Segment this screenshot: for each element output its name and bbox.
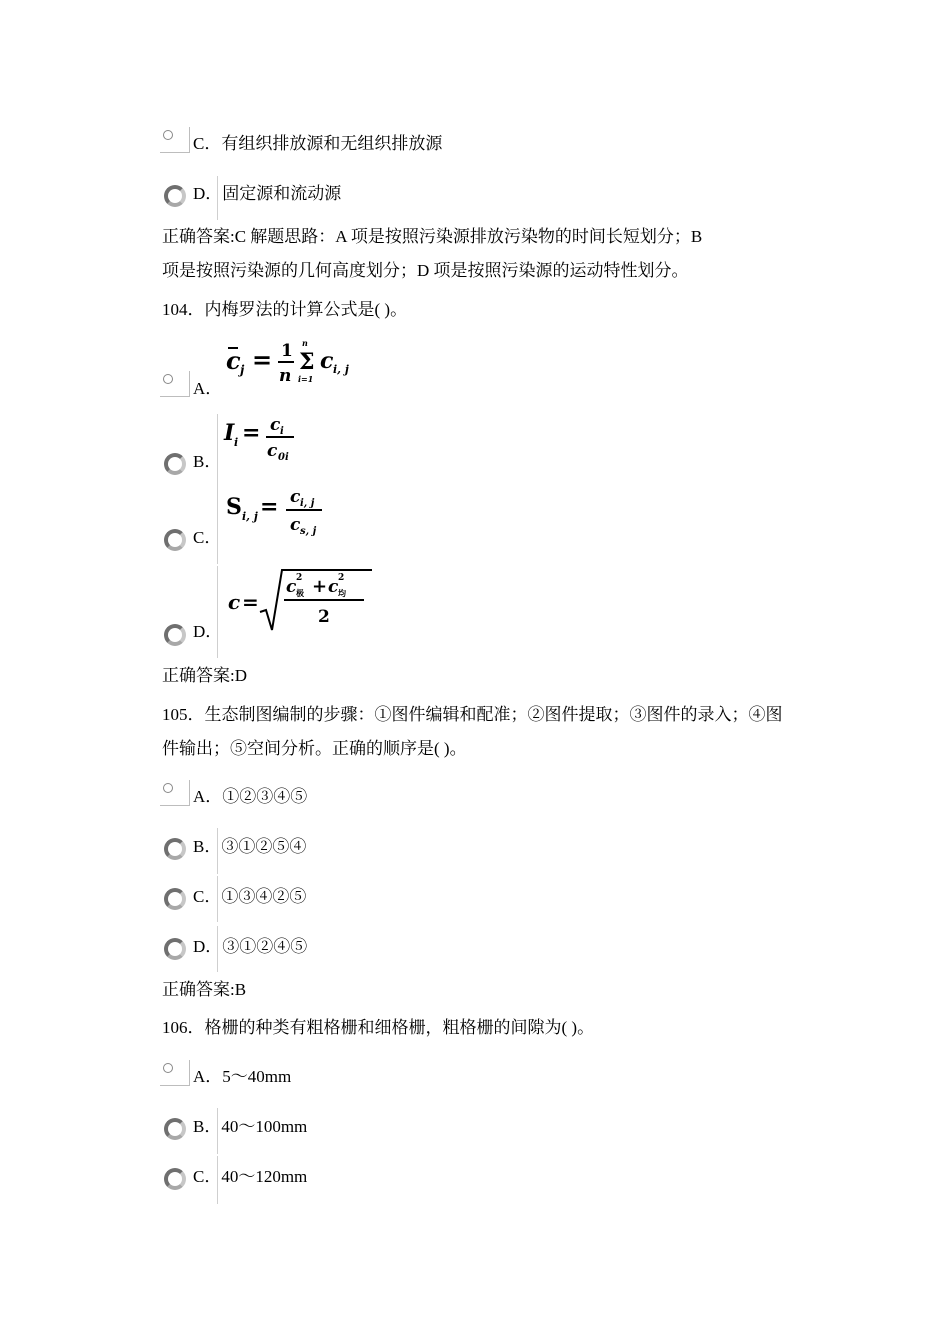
- radio-option-c[interactable]: [162, 885, 190, 913]
- svg-text:i, j: i, j: [300, 498, 315, 509]
- svg-text:极: 极: [296, 588, 304, 598]
- question-105: 105．生态制图编制的步骤：①图件编辑和配准；②图件提取；③图件的录入；④图件输出；⑤空间分析。正确的顺序是( )。: [162, 705, 783, 758]
- svg-text:j: j: [240, 363, 245, 377]
- svg-text:s, j: s, j: [300, 526, 317, 537]
- formula-d-image: [222, 562, 382, 634]
- svg-text:c: c: [290, 487, 301, 507]
- svg-text:+: +: [312, 576, 328, 597]
- svg-text:=: =: [252, 345, 273, 374]
- svg-text:i, j: i, j: [242, 510, 258, 523]
- svg-text:c: c: [286, 577, 297, 597]
- radio-option-d[interactable]: [162, 935, 190, 963]
- question-106: 106．格栅的种类有粗格栅和细格栅，粗格栅的间隙为( )。: [162, 1018, 595, 1037]
- svg-text:i, j: i, j: [333, 363, 349, 376]
- option-d-text: D．③①②④⑤: [193, 937, 308, 956]
- svg-text:c: c: [320, 348, 334, 374]
- radio-option-d[interactable]: [162, 621, 190, 649]
- option-c-label: C．: [193, 528, 222, 547]
- svg-text:0i: 0i: [278, 452, 289, 463]
- svg-text:c: c: [290, 515, 301, 535]
- radio-option-c[interactable]: [162, 1165, 190, 1193]
- option-b-label: B．: [193, 452, 222, 471]
- svg-text:i: i: [280, 426, 284, 437]
- option-c-text: C．40～120mm: [193, 1167, 308, 1186]
- svg-text:c: c: [228, 590, 241, 614]
- option-c-text: C．①③④②⑤: [193, 887, 307, 906]
- svg-text:=: =: [242, 420, 261, 446]
- option-b-text: B．40～100mm: [193, 1117, 308, 1136]
- svg-text:1: 1: [281, 341, 293, 361]
- radio-option-b[interactable]: [162, 835, 190, 863]
- svg-text:c: c: [328, 577, 339, 597]
- svg-text:c: c: [267, 441, 278, 461]
- svg-text:2: 2: [296, 573, 303, 583]
- divider: [217, 566, 218, 658]
- option-b-text: B．③①②⑤④: [193, 837, 307, 856]
- correct-answer: 正确答案:D: [162, 666, 247, 685]
- svg-text:n: n: [302, 338, 308, 348]
- correct-answer: 正确答案:B: [162, 980, 247, 999]
- radio-option-b[interactable]: [162, 1115, 190, 1143]
- svg-text:c: c: [226, 346, 241, 375]
- radio-option-c[interactable]: [162, 526, 190, 554]
- svg-text:i: i: [234, 436, 239, 449]
- divider: [217, 488, 218, 564]
- option-d-label: D．: [193, 622, 223, 641]
- svg-text:=: =: [260, 494, 279, 520]
- svg-text:S: S: [226, 494, 242, 520]
- option-c-text: C．有组织排放源和无组织排放源: [193, 134, 443, 153]
- svg-text:=: =: [242, 590, 259, 614]
- radio-option-d[interactable]: [162, 182, 190, 210]
- svg-text:n: n: [279, 366, 292, 386]
- divider: [217, 414, 218, 488]
- svg-text:2: 2: [338, 573, 345, 583]
- question-104: 104．内梅罗法的计算公式是( )。: [162, 300, 408, 319]
- svg-text:c: c: [270, 415, 281, 435]
- answer-explanation-line2: 项是按照污染源的几何高度划分；D 项是按照污染源的运动特性划分。: [162, 261, 689, 280]
- radio-option-b[interactable]: [162, 450, 190, 478]
- svg-text:2: 2: [318, 607, 330, 627]
- radio-option-a[interactable]: [160, 780, 190, 806]
- formula-a-image: [222, 336, 362, 392]
- svg-text:均: 均: [338, 588, 346, 598]
- option-a-label: A．: [193, 379, 223, 398]
- option-d-text: D．固定源和流动源: [193, 184, 342, 203]
- radio-option-a[interactable]: [160, 1060, 190, 1086]
- option-a-text: A．①②③④⑤: [193, 787, 308, 806]
- radio-option-a[interactable]: [160, 371, 190, 397]
- svg-text:I: I: [224, 420, 235, 446]
- option-a-text: A．5～40mm: [193, 1067, 292, 1086]
- svg-text:Σ: Σ: [299, 349, 315, 375]
- radio-option-c[interactable]: [160, 127, 190, 153]
- answer-explanation-line1: 正确答案:C 解题思路：A 项是按照污染源排放污染物的时间长短划分；B: [162, 227, 703, 246]
- formula-c-image: [222, 484, 332, 540]
- formula-b-image: [222, 410, 312, 466]
- svg-text:i=1: i=1: [298, 374, 314, 384]
